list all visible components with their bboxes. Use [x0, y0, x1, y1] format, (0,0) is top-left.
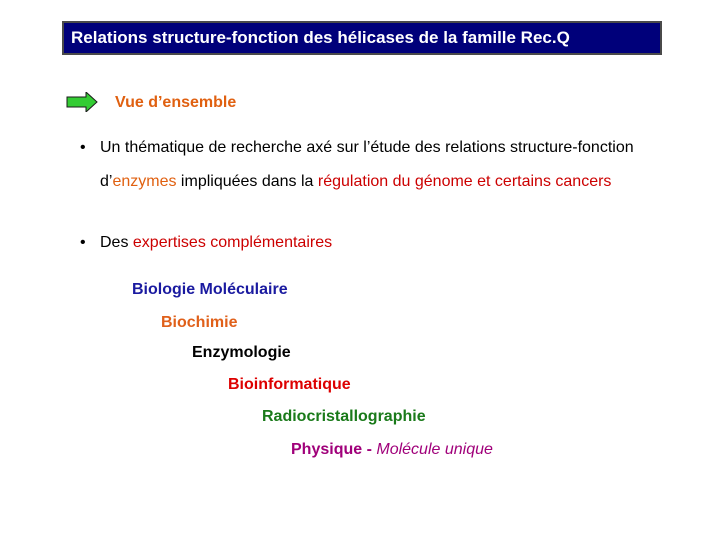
physique-label: Physique: [291, 441, 363, 458]
discipline-radiocristallographie: Radiocristallographie: [262, 408, 426, 425]
molecule-unique-label: Molécule unique: [376, 441, 493, 458]
discipline-bioinformatique: Bioinformatique: [228, 376, 351, 393]
enzymes-highlight: enzymes: [112, 173, 177, 190]
right-arrow-icon: [66, 92, 98, 112]
bullet-2-prefix: Des: [100, 234, 133, 251]
discipline-biologie-moleculaire: Biologie Moléculaire: [132, 281, 288, 298]
bullet-marker: •: [80, 139, 86, 156]
discipline-biochimie: Biochimie: [161, 314, 238, 331]
discipline-physique: [291, 439, 493, 461]
discipline-enzymologie: Enzymologie: [192, 344, 291, 361]
bullet-1-line-2: [100, 171, 611, 193]
overview-label: Vue d’ensemble: [115, 94, 237, 111]
separator: -: [362, 441, 377, 458]
apostrophe-prefix: d’: [100, 173, 113, 190]
regulation-highlight: régulation du génome et certains cancers: [317, 173, 612, 190]
bullet-2-text: [100, 232, 332, 254]
bullet-1-line-1: Un thématique de recherche axé sur l’étude des relations structure-fonction: [100, 139, 634, 156]
bullet-marker: •: [80, 234, 86, 251]
slide-title: Relations structure-fonction des hélicases de la famille Rec.Q: [62, 21, 662, 55]
middle-text: impliquées dans la: [176, 173, 318, 190]
expertises-highlight: expertises complémentaires: [132, 234, 333, 251]
